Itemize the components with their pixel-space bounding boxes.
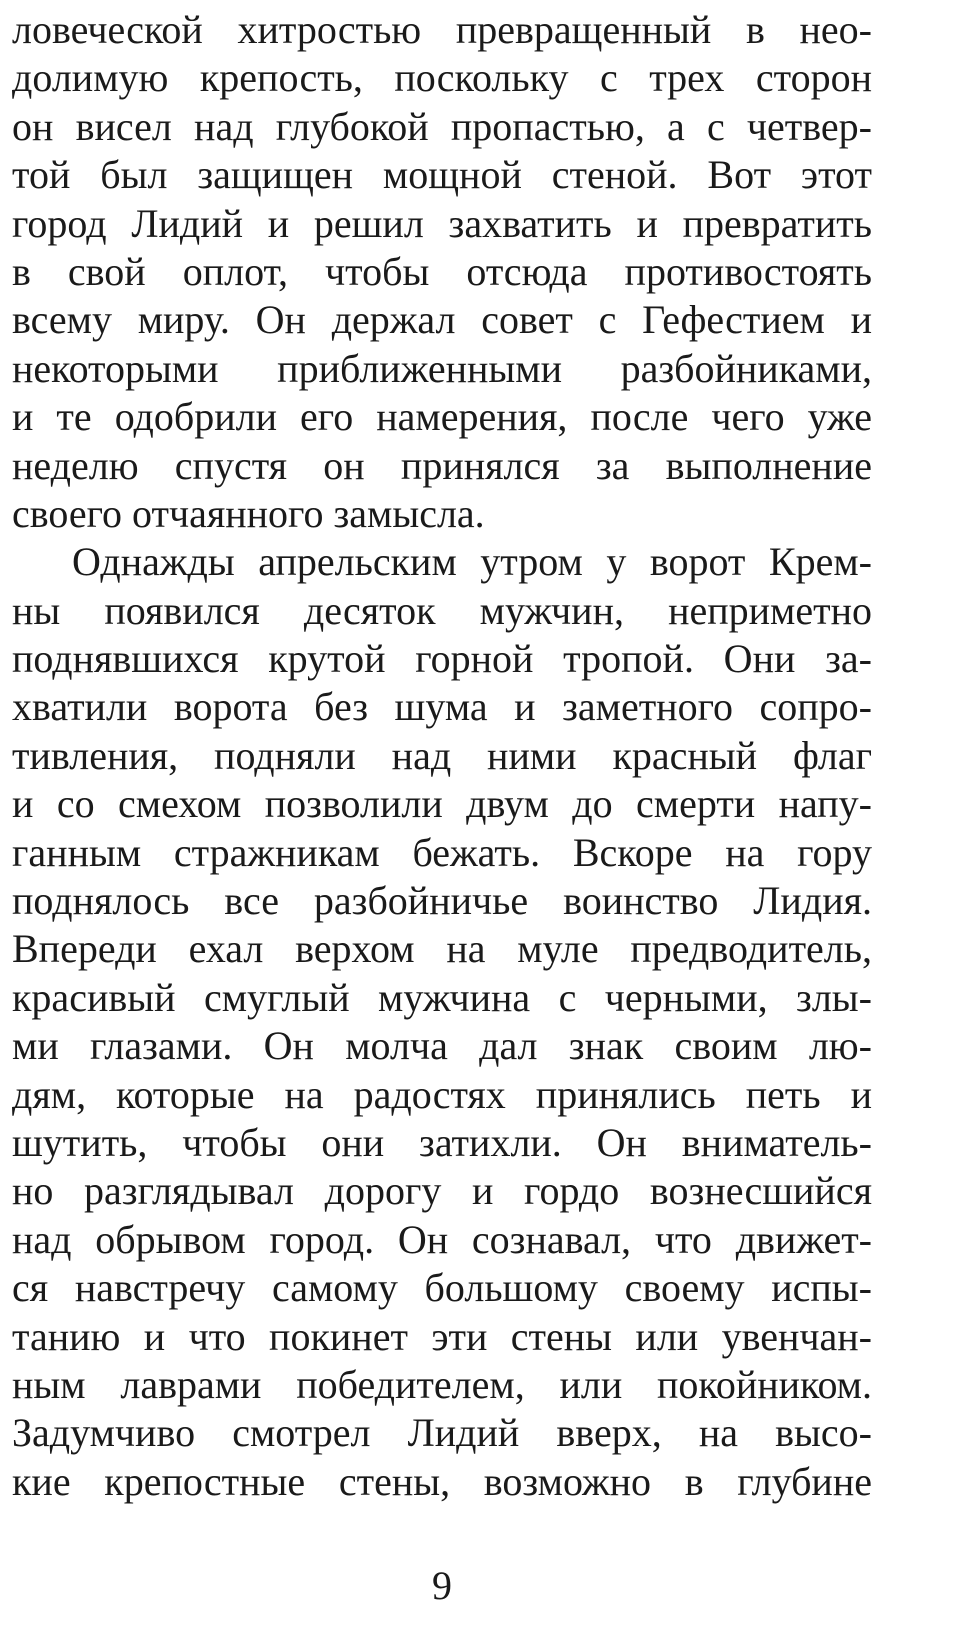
text-line: поднялось все разбойничье воинство Лидия.: [12, 878, 872, 924]
text-line: долимую крепость, поскольку с трех сторон: [12, 55, 872, 101]
text-line: но разглядывал дорогу и гордо вознесшийся: [12, 1168, 872, 1214]
text-line: он висел над глубокой пропастью, а с четвер-: [12, 103, 872, 149]
text-line: дям, которые на радостях принялись петь и: [12, 1071, 872, 1117]
text-line: Впереди ехал верхом на муле предводитель,: [12, 926, 872, 972]
text-line: и со смехом позволили двум до смерти напу-: [12, 781, 872, 827]
text-line: кие крепостные стены, возможно в глубине: [12, 1458, 872, 1504]
text-line: неделю спустя он принялся за выполнение: [12, 442, 872, 488]
text-line: ганным стражникам бежать. Вскоре на гору: [12, 829, 872, 875]
text-line: ным лаврами победителем, или покойником.: [12, 1361, 872, 1407]
text-line: ловеческой хитростью превращенный в нео-: [12, 7, 872, 52]
text-line: ны появился десяток мужчин, неприметно: [12, 587, 872, 633]
text-line: хватили ворота без шума и заметного сопро-: [12, 684, 872, 730]
paragraph-first-line: Однажды апрельским утром у ворот Крем-: [72, 539, 872, 585]
text-line: город Лидий и решил захватить и превратить: [12, 200, 872, 246]
text-line: ся навстречу самому большому своему испы-: [12, 1265, 872, 1311]
text-line: своего отчаянного замысла.: [12, 490, 485, 536]
text-line: тивления, подняли над ними красный флаг: [12, 732, 872, 778]
text-line: над обрывом город. Он сознавал, что движет-: [12, 1216, 872, 1262]
text-line: Задумчиво смотрел Лидий вверх, на высо-: [12, 1410, 872, 1456]
page-text: [12, 6, 872, 1506]
text-line: ми глазами. Он молча дал знак своим лю-: [12, 1023, 872, 1069]
text-line: некоторыми приближенными разбойниками,: [12, 345, 872, 391]
page-number: 9: [432, 1563, 452, 1608]
text-line: всему миру. Он держал совет с Гефестием и: [12, 297, 872, 343]
text-line: той был защищен мощной стеной. Вот этот: [12, 152, 872, 198]
text-line: танию и что покинет эти стены или увенчан-: [12, 1313, 872, 1359]
text-line: в свой оплот, чтобы отсюда противостоять: [12, 248, 872, 294]
text-line: шутить, чтобы они затихли. Он вниматель-: [12, 1119, 872, 1165]
text-line: поднявшихся крутой горной тропой. Они за-: [12, 636, 872, 682]
text-line: красивый смуглый мужчина с черными, злы-: [12, 974, 872, 1020]
text-line: и те одобрили его намерения, после чего уже: [12, 394, 872, 440]
